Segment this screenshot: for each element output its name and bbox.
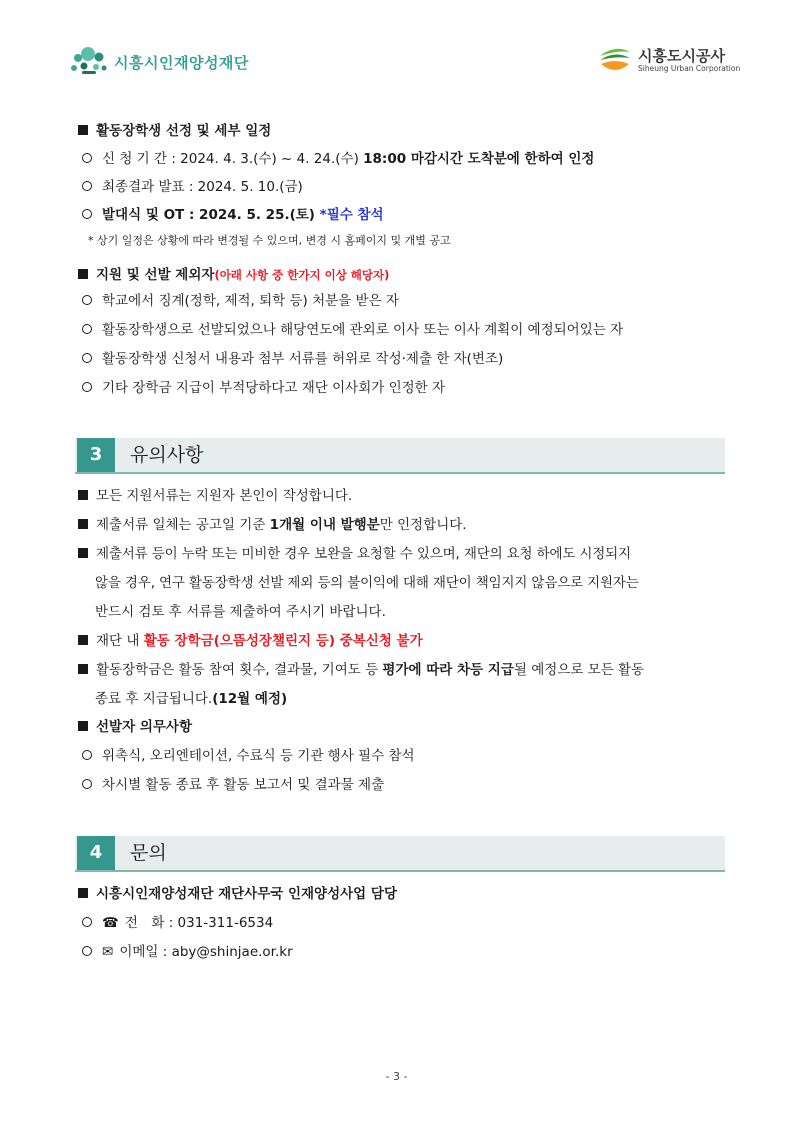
- section-title: 문의: [130, 842, 167, 864]
- circle-bullet-icon: [82, 153, 92, 163]
- notice-item: 제출서류 등이 누락 또는 미비한 경우 보완을 요청할 수 있으며, 재단의 요청 하에도 시정되지: [78, 545, 631, 563]
- circle-bullet-icon: [82, 382, 92, 392]
- right-logo-sub: Siheung Urban Corporation: [638, 64, 741, 73]
- exclusion-item: 활동장학생 신청서 내용과 첨부 서류를 허위로 작성·제출 한 자(변조): [82, 350, 503, 368]
- section-number: 4: [77, 836, 115, 870]
- square-bullet-icon: [78, 721, 88, 731]
- foundation-logo-icon: [68, 44, 110, 80]
- square-bullet-icon: [78, 888, 88, 898]
- square-bullet-icon: [78, 269, 88, 279]
- exclusion-heading: 지원 및 선발 제외자(아래 사항 중 한가지 이상 해당자): [78, 266, 389, 284]
- circle-bullet-icon: [82, 209, 92, 219]
- left-logo-text: 시흥시인재양성재단: [114, 54, 249, 72]
- notice-item-cont: 반드시 검토 후 서류를 제출하여 주시기 바랍니다.: [95, 604, 386, 620]
- square-bullet-icon: [78, 125, 88, 135]
- schedule-result: 최종결과 발표 : 2024. 5. 10.(금): [82, 178, 303, 196]
- schedule-note: * 상기 일정은 상황에 따라 변경될 수 있으며, 변경 시 홈페이지 및 개별 공고: [88, 234, 451, 247]
- square-bullet-icon: [78, 548, 88, 558]
- exclusion-item: 학교에서 징계(정학, 제적, 퇴학 등) 처분을 받은 자: [82, 292, 399, 310]
- notice-item: 모든 지원서류는 지원자 본인이 작성합니다.: [78, 487, 352, 505]
- notice-item-cont: 않을 경우, 연구 활동장학생 선발 제외 등의 불이익에 대해 재단이 책임지지 않음으로 지원자는: [95, 575, 639, 591]
- page-number: - 3 -: [385, 1070, 408, 1083]
- left-logo: [68, 44, 268, 80]
- notice-item-cont: 종료 후 지급됩니다.(12월 예정): [95, 691, 288, 707]
- circle-bullet-icon: [82, 779, 92, 789]
- right-logo: [598, 44, 741, 76]
- right-logo-text: 시흥도시공사: [638, 47, 725, 65]
- circle-bullet-icon: [82, 353, 92, 363]
- square-bullet-icon: [78, 490, 88, 500]
- duty-heading: 선발자 의무사항: [78, 718, 192, 736]
- notice-item: 제출서류 일체는 공고일 기준 1개월 이내 발행분만 인정합니다.: [78, 516, 467, 534]
- section-number: 3: [77, 438, 115, 472]
- schedule-heading: 활동장학생 선정 및 세부 일정: [78, 122, 271, 140]
- schedule-ceremony: 발대식 및 OT : 2024. 5. 25.(토) *필수 참석: [82, 206, 384, 224]
- square-bullet-icon: [78, 635, 88, 645]
- circle-bullet-icon: [82, 946, 92, 956]
- notice-item: 활동장학금은 활동 참여 횟수, 결과물, 기여도 등 평가에 따라 차등 지급될 예정으로 모든 활동: [78, 661, 644, 679]
- contact-email: ✉ 이메일 : aby@shinjae.or.kr: [82, 943, 293, 961]
- section-title: 유의사항: [130, 444, 204, 466]
- circle-bullet-icon: [82, 295, 92, 305]
- exclusion-item: 활동장학생으로 선발되었으나 해당연도에 관외로 이사 또는 이사 계획이 예정되어있는 자: [82, 321, 623, 339]
- contact-org: 시흥시인재양성재단 재단사무국 인재양성사업 담당: [78, 885, 397, 903]
- schedule-period: 신 청 기 간 : 2024. 4. 3.(수) ~ 4. 24.(수) 18:00 마감시간 도착분에 한하여 인정: [82, 150, 594, 168]
- circle-bullet-icon: [82, 917, 92, 927]
- contact-phone: ☎ 전 화 : 031-311-6534: [82, 914, 273, 932]
- notice-item: 재단 내 활동 장학금(으뜸성장챌린지 등) 중복신청 불가: [78, 632, 423, 650]
- square-bullet-icon: [78, 664, 88, 674]
- duty-item: 위촉식, 오리엔테이션, 수료식 등 기관 행사 필수 참석: [82, 747, 414, 765]
- duty-item: 차시별 활동 종료 후 활동 보고서 및 결과물 제출: [82, 776, 384, 794]
- urban-corp-logo-icon: [598, 44, 632, 74]
- mail-icon: ✉: [102, 944, 114, 960]
- circle-bullet-icon: [82, 324, 92, 334]
- circle-bullet-icon: [82, 181, 92, 191]
- exclusion-item: 기타 장학금 지급이 부적당하다고 재단 이사회가 인정한 자: [82, 379, 445, 397]
- phone-icon: ☎: [102, 915, 119, 931]
- square-bullet-icon: [78, 519, 88, 529]
- circle-bullet-icon: [82, 750, 92, 760]
